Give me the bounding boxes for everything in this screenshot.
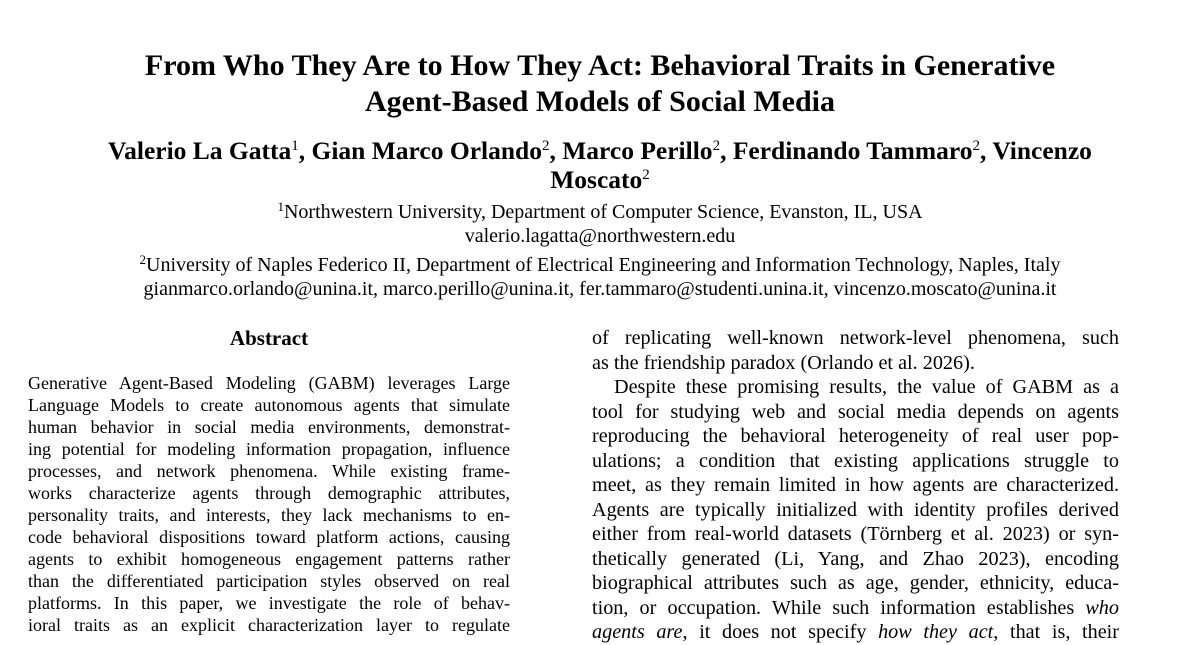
author-affiliation-mark: 2 — [642, 167, 650, 183]
affiliation-email: valerio.lagatta@northwestern.edu — [464, 225, 736, 247]
abstract-heading: Abstract — [229, 326, 309, 350]
body-line: agents are, it does not specify how they act, that is, their — [592, 621, 1120, 643]
author-name: Marco Perillo — [562, 136, 713, 165]
body-line: Despite these promising results, the value of GABM as a — [614, 376, 1119, 398]
affiliation-1 — [20, 200, 1180, 248]
body-text-continued — [592, 596, 1119, 645]
abstract-line: Generative Agent-Based Modeling (GABM) leverages Large — [28, 373, 510, 393]
body-line: either from real-world datasets (Törnberg et al. 2023) or syn- — [592, 523, 1119, 545]
abstract-line: Language Models to create autonomous agents that simulate — [28, 395, 510, 415]
left-column — [28, 326, 510, 636]
body-line: thetically generated (Li, Yang, and Zhao 2023), encoding — [592, 547, 1119, 570]
body-line: tion, or occupation. While such information establishes who — [592, 596, 1119, 619]
affiliation-text: Northwestern University, Department of Computer Science, Evanston, IL, USA — [283, 201, 923, 223]
emphasis-text: who — [1085, 596, 1119, 619]
author-affiliation-mark: 1 — [291, 138, 299, 154]
abstract-line: processes, and network phenomena. While existing frame- — [28, 461, 510, 481]
title-line: From Who They Are to How They Act: Behavioral Traits in Generative — [144, 49, 1056, 82]
author-name: Ferdinando Tammaro — [732, 136, 973, 165]
body-line: Agents are typically initialized with identity profiles derived — [592, 498, 1119, 521]
body-line: reproducing the behavioral heterogeneity of real user pop- — [592, 425, 1119, 447]
author-name: Moscato — [550, 165, 643, 194]
emphasis-text: agents are — [592, 621, 683, 643]
abstract-line: than the differentiated participation styles observed on real — [28, 571, 510, 591]
body-line: as the friendship paradox (Orlando et al. 2026). — [592, 351, 975, 374]
body-line: meet, as they remain limited in how agents are characterized. — [592, 474, 1119, 496]
author-line: Valerio La Gatta$^1$, Gian Marco Orlando$^2$, Marco Perillo$^2$, Ferdinando Tammaro$^2$, Vincenzo — [108, 136, 1092, 165]
author-affiliation-mark: 2 — [541, 138, 550, 154]
abstract-line: works characterize agents through demographic attributes, — [28, 483, 510, 503]
affiliation-2 — [20, 253, 1180, 301]
body-text — [592, 326, 1119, 596]
affiliation-number: 1 — [277, 199, 284, 214]
author-list — [40, 136, 1160, 194]
emphasis-text: how they act — [878, 621, 994, 643]
body-line: biographical attributes such as age, gender, ethnicity, educa- — [592, 572, 1119, 594]
abstract-line: agents to exhibit homogeneous engagement patterns rather — [28, 549, 510, 569]
author-name: Gian Marco Orlando — [311, 136, 542, 165]
abstract-line: human behavior in social media environments, demonstrat- — [28, 417, 510, 437]
author-name: Vincenzo — [992, 136, 1092, 165]
affiliation-number: 2 — [139, 252, 147, 267]
abstract-line: platforms. In this paper, we investigate the role of behav- — [28, 593, 510, 613]
affiliation-text: University of Naples Federico II, Department of Electrical Engineering and Information Technology, Naples, Italy — [146, 254, 1061, 276]
abstract-line: ioral traits as an explicit characterization layer to regulate — [28, 615, 510, 635]
title-line: Agent-Based Models of Social Media — [365, 85, 835, 118]
right-column — [592, 326, 1119, 645]
abstract-line: personality traits, and interests, they lack mechanisms to en- — [28, 505, 510, 525]
author-affiliation-mark: 2 — [972, 138, 981, 154]
affiliation-email: gianmarco.orlando@unina.it, marco.perillo@unina.it, fer.tammaro@studenti.unina.it, vincenzo.moscato@unina.it — [143, 278, 1057, 300]
abstract-text — [28, 372, 510, 636]
abstract-line: ing potential for modeling information propagation, influence — [28, 439, 510, 459]
body-line: of replicating well-known network-level phenomena, such — [592, 327, 1119, 349]
author-line — [40, 165, 1160, 194]
body-line: tool for studying web and social media depends on agents — [592, 400, 1119, 423]
author-name: Valerio La Gatta — [108, 136, 292, 165]
abstract-line: code behavioral dispositions toward platform actions, causing — [28, 527, 510, 547]
body-line: ulations; a condition that existing applications struggle to — [592, 449, 1119, 472]
author-affiliation-mark: 2 — [712, 138, 721, 154]
paper-title — [40, 48, 1160, 120]
